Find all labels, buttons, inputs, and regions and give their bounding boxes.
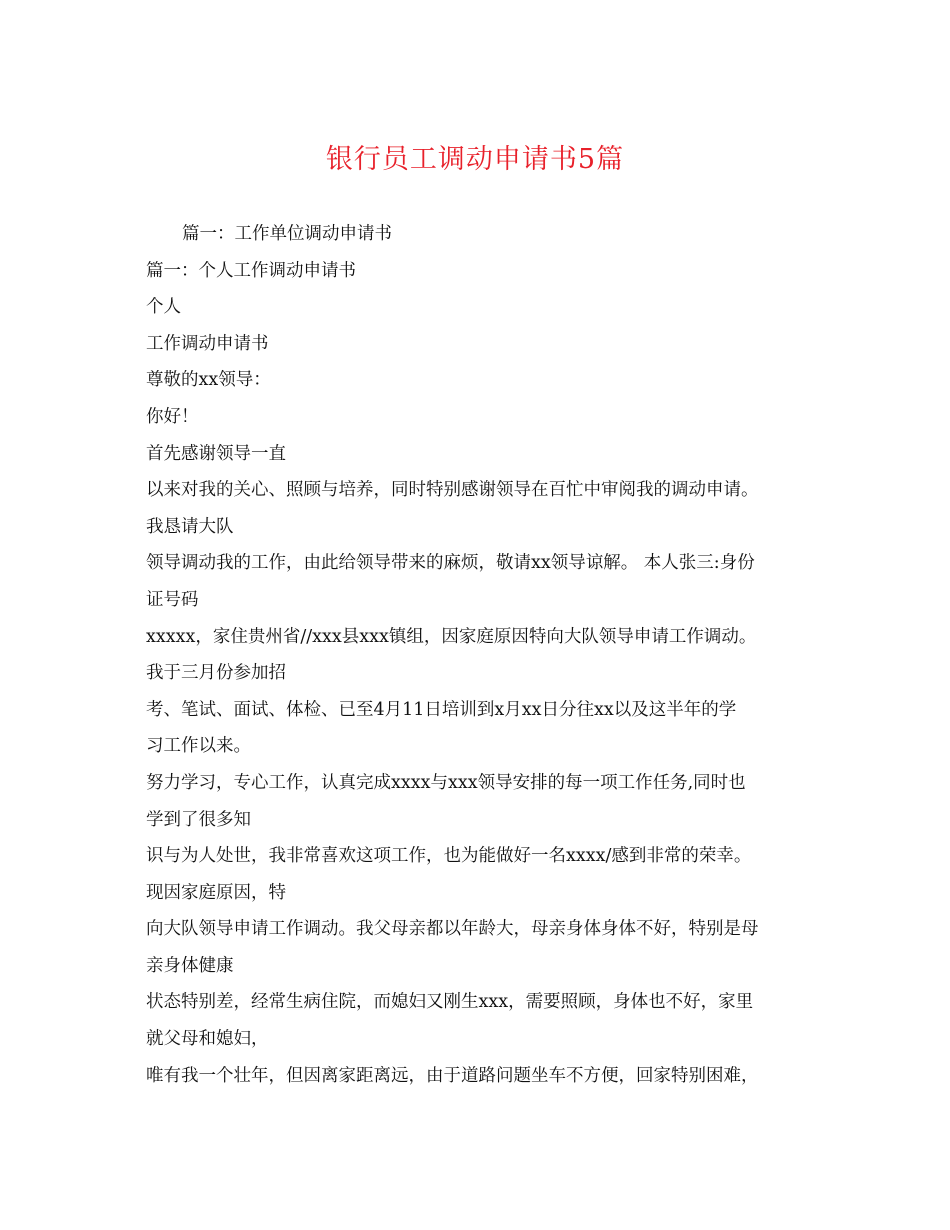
text-line: 考、笔试、面试、体检、已至4月11日培训到x月xx日分往xx以及这半年的学 [146, 699, 737, 720]
text-line: 个人 [146, 297, 181, 318]
text-line: 唯有我一个壮年，但因离家距离远，由于道路问题坐车不方便，回家特别困难， [146, 1065, 759, 1086]
text-line: 证号码 [146, 589, 199, 610]
text-line: 学到了很多知 [146, 809, 251, 830]
text-line: 你好！ [146, 406, 199, 427]
text-line: 识与为人处世，我非常喜欢这项工作，也为能做好一名xxxx/感到非常的荣幸。 [146, 846, 752, 867]
document-body [146, 216, 808, 1094]
text-line: 我于三月份参加招 [146, 663, 286, 684]
text-line: 努力学习，专心工作，认真完成xxxx与xxx领导安排的每一项工作任务,同时也 [146, 772, 746, 793]
text-line: 篇一：工作单位调动申请书 [182, 224, 392, 244]
text-line: 现因家庭原因，特 [146, 882, 286, 903]
text-line: 首先感谢领导一直 [146, 443, 286, 464]
text-line: 尊敬的xx领导： [146, 370, 271, 391]
text-line: xxxxx，家住贵州省//xxx县xxx镇组，因家庭原因特向大队领导申请工作调动。 [146, 626, 757, 647]
text-line: 习工作以来。 [146, 736, 251, 757]
text-line: 领导调动我的工作，由此给领导带来的麻烦，敬请xx领导谅解。 本人张三:身份 [146, 553, 755, 574]
document-title: 银行员工调动申请书5篇 [325, 144, 625, 175]
text-line: 工作调动申请书 [146, 333, 269, 354]
text-line: 就父母和媳妇， [146, 1029, 269, 1050]
text-line: 篇一：个人工作调动申请书 [146, 260, 356, 281]
text-line: 我恳请大队 [146, 516, 234, 537]
text-line: 状态特别差，经常生病住院，而媳妇又刚生xxx，需要照顾，身体也不好，家里 [146, 992, 754, 1013]
text-line: 向大队领导申请工作调动。我父母亲都以年龄大，母亲身体身体不好，特别是母 [146, 919, 759, 940]
text-line: 以来对我的关心、照顾与培养，同时特别感谢领导在百忙中审阅我的调动申请。 [146, 480, 759, 501]
text-line: 亲身体健康 [146, 955, 234, 976]
